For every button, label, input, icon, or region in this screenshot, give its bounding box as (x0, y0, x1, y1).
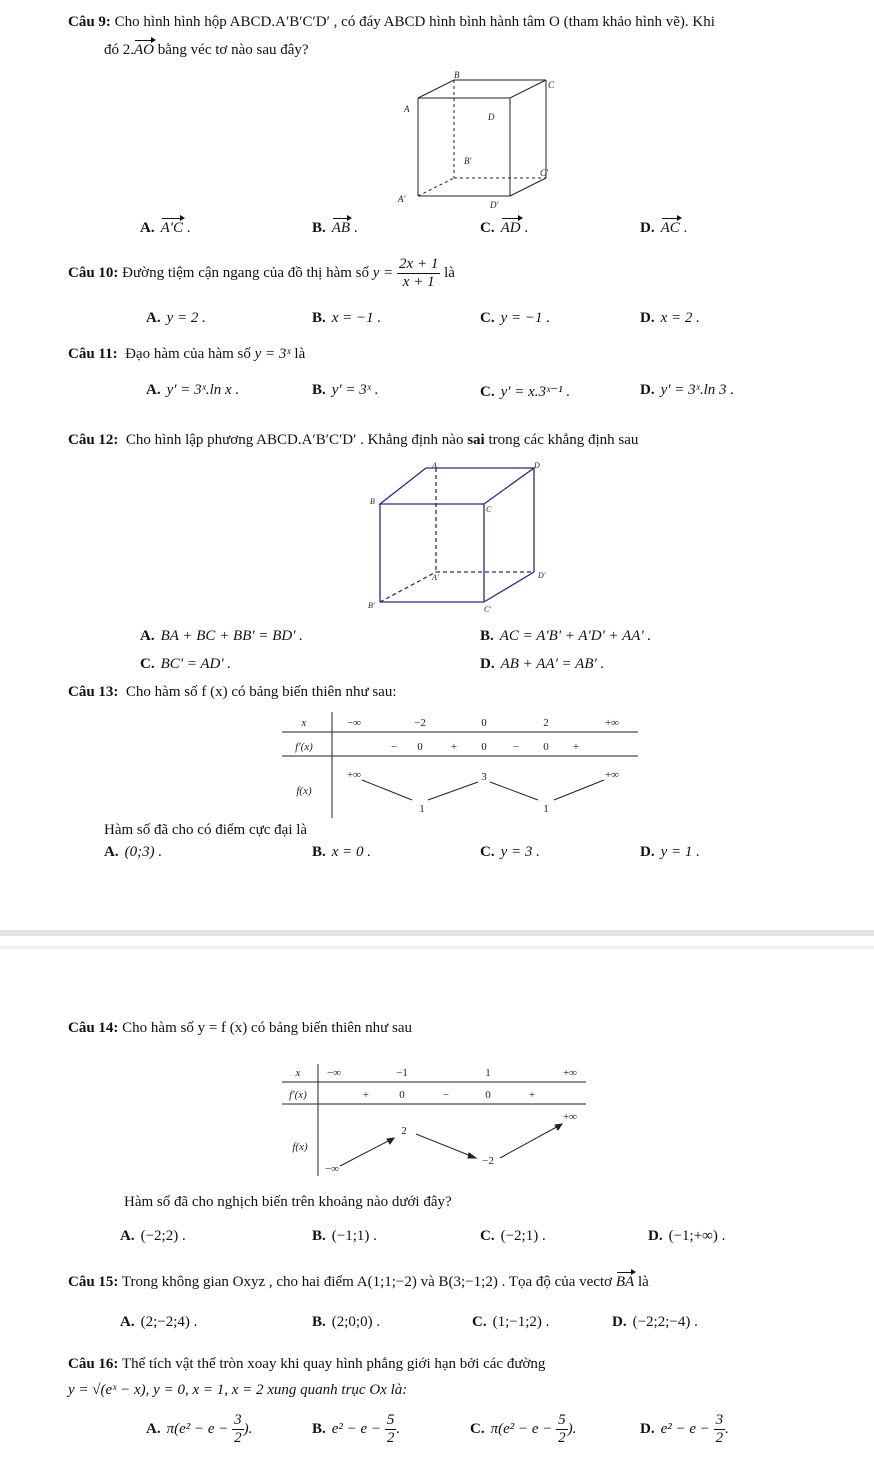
q9-option-b[interactable]: B. AB . (312, 220, 358, 236)
q9-label: Câu 9: (68, 14, 111, 30)
q13-question: Hàm số đã cho có điểm cực đại là (104, 822, 308, 838)
q14-x-value: −∞ (326, 1067, 342, 1079)
q13-option-d[interactable]: D. y = 1 . (640, 844, 700, 860)
q12-fig-label: B' (368, 601, 375, 610)
q13-fp-value: 0 (417, 741, 423, 753)
q12-option-a[interactable]: A. BA + BC + BB' = BD' . (140, 628, 303, 644)
q13-option-c[interactable]: C. y = 3 . (480, 844, 540, 860)
q12-fig-label: A (432, 461, 437, 470)
q10-option-d[interactable]: D. x = 2 . (640, 310, 700, 326)
q11-option-a[interactable]: A. y' = 3ˣ.ln x . (146, 382, 240, 398)
q16-option-b[interactable]: B. e² − e − $\frac{5}{2}$ . (312, 1412, 401, 1446)
q10-option-a[interactable]: A. y = 2 . (146, 310, 206, 326)
q11-option-c[interactable]: C. y' = x.3ˣ⁻¹ . (480, 384, 571, 400)
q12-fig-label: C' (484, 605, 492, 614)
q13-text: Câu 13: Cho hàm số f (x) có bảng biến thiên như sau: (68, 684, 397, 700)
q12-option-c[interactable]: C. BC' = AD' . (140, 656, 232, 672)
q13-x-value: 2 (543, 717, 549, 729)
q15-option-a[interactable]: A. (2;−2;4) . (120, 1314, 198, 1330)
q14-f-value: +∞ (562, 1111, 578, 1123)
q13-option-b[interactable]: B. x = 0 . (312, 844, 372, 860)
q13-x-value: −∞ (346, 717, 362, 729)
q16-text-line2: y = √(eˣ − x), y = 0, x = 1, x = 2 xung quanh trục Ox là: (68, 1382, 408, 1398)
q15-option-b[interactable]: B. (2;0;0) . (312, 1314, 381, 1330)
q14-fp-value: + (528, 1089, 536, 1101)
q9-fig-label: B (454, 70, 460, 80)
q14-option-c[interactable]: C. (−2;1) . (480, 1228, 546, 1244)
q13-fp-value: + (450, 741, 458, 753)
q16-text: Câu 16: Thể tích vật thể tròn xoay khi quay hình phẳng giới hạn bởi các đường (68, 1356, 546, 1372)
q12-figure (366, 460, 556, 616)
q14-fp-value: 0 (485, 1089, 491, 1101)
q13-f-value: 3 (481, 771, 487, 783)
q13-variation-table (282, 710, 642, 820)
q9-option-a[interactable]: A. A′C . (140, 220, 191, 236)
q9-fig-label: D′ (490, 200, 499, 210)
q9-option-c[interactable]: C. AD . (480, 220, 529, 236)
q9-fig-label: D (488, 112, 495, 122)
q11-option-b[interactable]: B. y' = 3ˣ . (312, 382, 379, 398)
q9-text-line2: đó 2.AO bằng véc tơ nào sau đây? (104, 42, 309, 58)
q9-figure (390, 68, 570, 210)
q14-option-b[interactable]: B. (−1;1) . (312, 1228, 377, 1244)
q12-fig-label: A' (432, 573, 439, 582)
q13-x-value: −2 (414, 717, 426, 729)
q15-text: Câu 15: Trong không gian Oxyz , cho hai điểm A(1;1;−2) và B(3;−1;2) . Tọa độ của vectơ BA là (68, 1274, 649, 1290)
q13-fp-value: 0 (543, 741, 549, 753)
q14-f-label: f(x) (292, 1141, 308, 1153)
q13-f-value: +∞ (346, 769, 362, 781)
q9-fig-label: C (548, 80, 555, 90)
q13-f-value: 1 (543, 803, 549, 815)
q14-fp-value: 0 (399, 1089, 405, 1101)
q16-option-c[interactable]: C. π(e² − e − $\frac{5}{2}$ ). (470, 1412, 577, 1446)
q14-fp-value: − (442, 1089, 450, 1101)
q12-option-b[interactable]: B. AC = A'B' + A'D' + AA' . (480, 628, 652, 644)
q13-f-value: 1 (419, 803, 425, 815)
q14-text: Câu 14: Cho hàm số y = f (x) có bảng biến thiên như sau (68, 1020, 413, 1036)
page-divider (0, 946, 874, 949)
q9-text: Câu 9: Cho hình hình hộp ABCD.A′B′C′D′ , có đáy ABCD hình bình hành tâm O (tham khảo hình vẽ). Khi (68, 14, 715, 30)
q14-fp-value: + (362, 1089, 370, 1101)
q10-text: Câu 10: Đường tiệm cận ngang của đồ thị hàm số y = $\frac{2x + 1}{x + 1}$ là (68, 256, 455, 290)
q9-fig-label: A′ (398, 194, 406, 204)
q14-question: Hàm số đã cho nghịch biến trên khoảng nào dưới đây? (124, 1194, 452, 1210)
q10-option-b[interactable]: B. x = −1 . (312, 310, 382, 326)
q14-fp-label: f′(x) (289, 1089, 307, 1101)
q12-text: Câu 12: Cho hình lập phương ABCD.A′B′C′D′ . Khẳng định nào sai trong các khẳng định sau (68, 432, 639, 448)
q12-fig-label: C (486, 505, 492, 514)
q16-option-d[interactable]: D. e² − e − $\frac{3}{2}$ . (640, 1412, 729, 1446)
q13-option-a[interactable]: A. (0;3) . (104, 844, 163, 860)
page-divider (0, 930, 874, 936)
q15-option-c[interactable]: C. (1;−1;2) . (472, 1314, 550, 1330)
q11-option-d[interactable]: D. y' = 3ˣ.ln 3 . (640, 382, 734, 398)
q13-fp-value: + (572, 741, 580, 753)
q14-variation-table (282, 1062, 592, 1180)
q15-option-d[interactable]: D. (−2;2;−4) . (612, 1314, 698, 1330)
q13-f-label: f(x) (296, 785, 312, 797)
q14-option-d[interactable]: D. (−1;+∞) . (648, 1228, 726, 1244)
q13-fp-value: − (390, 741, 398, 753)
q11-text: Câu 11: Đạo hàm của hàm số y = 3ˣ là (68, 346, 306, 362)
q13-x-value: +∞ (604, 717, 620, 729)
q13-f-value: +∞ (604, 769, 620, 781)
q9-option-d[interactable]: D. AC . (640, 220, 688, 236)
q14-x-value: −1 (396, 1067, 408, 1079)
q9-fig-label: A (404, 104, 410, 114)
q16-option-a[interactable]: A. π(e² − e − $\frac{3}{2}$ ). (146, 1412, 253, 1446)
q13-fp-value: 0 (481, 741, 487, 753)
q13-fp-value: − (512, 741, 520, 753)
q12-fig-label: D' (538, 571, 546, 580)
q14-option-a[interactable]: A. (−2;2) . (120, 1228, 186, 1244)
q14-x-value: 1 (485, 1067, 491, 1079)
q12-fig-label: B (370, 497, 375, 506)
q12-fig-label: D (534, 461, 540, 470)
q14-f-value: −2 (482, 1155, 494, 1167)
q9-fig-label: B′ (464, 156, 472, 166)
q14-f-value: −∞ (324, 1163, 340, 1175)
q14-x-value: +∞ (562, 1067, 578, 1079)
q10-option-c[interactable]: C. y = −1 . (480, 310, 550, 326)
q12-option-d[interactable]: D. AB + AA' = AB' . (480, 656, 605, 672)
q14-x-label: x (295, 1067, 301, 1079)
q14-f-value: 2 (401, 1125, 407, 1137)
q10-fraction: $\frac{2x + 1}{x + 1}$ (399, 256, 439, 290)
q13-fp-label: f′(x) (295, 741, 313, 753)
q9-fig-label: C′ (540, 168, 548, 178)
q13-x-label: x (301, 717, 307, 729)
q13-x-value: 0 (481, 717, 487, 729)
